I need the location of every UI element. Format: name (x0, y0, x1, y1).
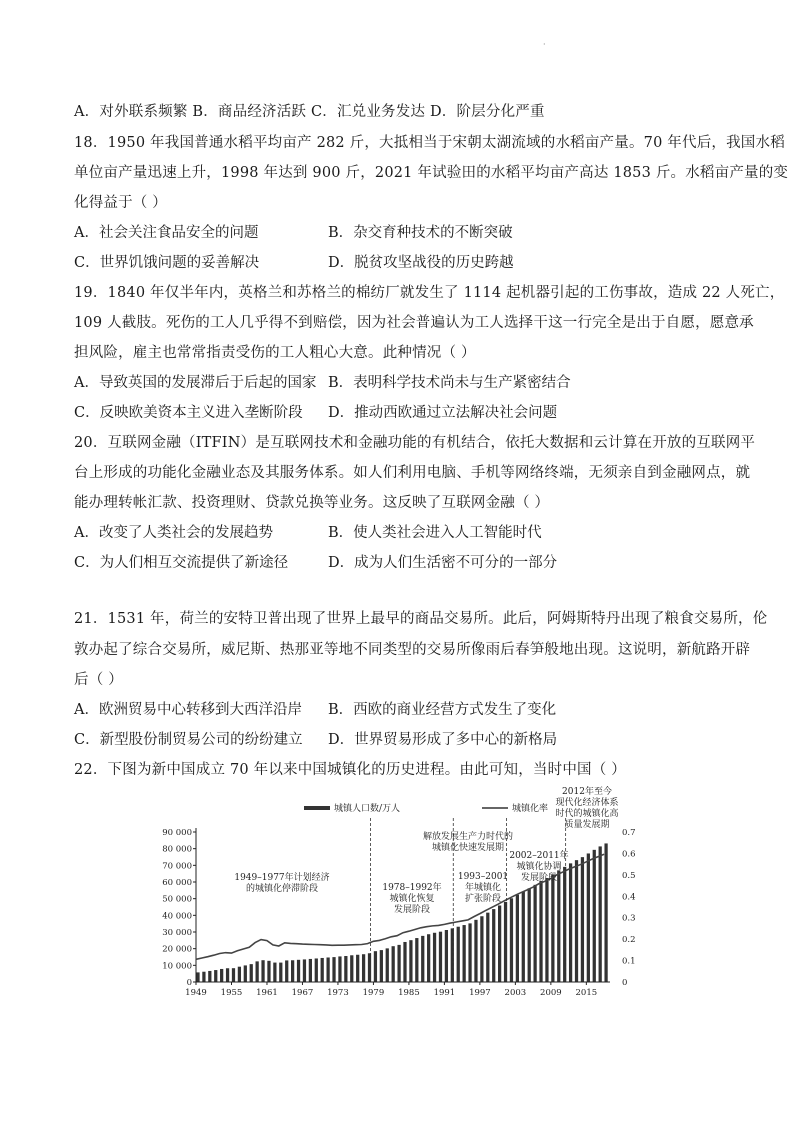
y-right-tick-label: 0.4 (622, 892, 636, 903)
y-left-tick-label: 20 000 (162, 944, 192, 955)
q19-stem-line3: 担风险，雇主也常常指责受伤的工人粗心大意。此种情况（ ） (74, 345, 476, 361)
y-right-tick-label: 0.1 (622, 956, 636, 967)
q21-option-d[interactable]: D．世界贸易形成了多中心的新格局 (328, 732, 558, 748)
y-left-tick-label: 50 000 (162, 894, 192, 905)
y-left-tick-label: 0 (186, 978, 192, 988)
bar-1984 (403, 942, 406, 982)
q20-stem-line2: 台上形成的功能化金融业态及其服务体系。如人们利用电脑、手机等网络终端，无须亲自到金融网点，就 (74, 465, 751, 481)
annotation-p5-line: 城镇化快速发展期 (431, 843, 505, 853)
bar-2002 (510, 898, 513, 982)
legend-label-population: 城镇人口数/万人 (334, 804, 401, 814)
bar-1950 (202, 972, 205, 982)
bar-1998 (486, 913, 489, 982)
bar-1997 (480, 916, 483, 982)
bar-1963 (279, 963, 282, 982)
bar-1971 (326, 957, 329, 982)
bar-2013 (575, 860, 578, 982)
bar-1977 (362, 954, 365, 982)
bar-1979 (374, 951, 377, 982)
y-right-tick-label: 0.3 (622, 913, 636, 924)
q19-option-c[interactable]: C．反映欧美资本主义进入垄断阶段 (74, 405, 303, 421)
bar-1969 (315, 958, 318, 982)
bar-1967 (303, 959, 306, 982)
bar-1999 (492, 909, 495, 982)
annotation-p3-line: 扩张阶段 (464, 894, 502, 904)
annotation-p6-line: 时代的城镇化高 (555, 809, 619, 819)
bar-1990 (439, 932, 442, 982)
q18-option-a[interactable]: A．社会关注食品安全的问题 (74, 225, 259, 241)
bar-1982 (392, 946, 395, 982)
bar-1962 (273, 963, 276, 982)
q18-stem-line3: 化得益于（ ） (74, 195, 168, 211)
bar-1966 (297, 960, 300, 982)
bar-2018 (604, 843, 607, 982)
q20-option-a[interactable]: A．改变了人类社会的发展趋势 (74, 525, 273, 541)
urbanization-chart (160, 782, 640, 1004)
x-tick-label: 1991 (433, 988, 456, 998)
y-left-tick-label: 90 000 (162, 828, 192, 838)
bar-1985 (409, 940, 412, 982)
annotation-p2-line: 发展阶段 (393, 905, 431, 915)
bar-1989 (433, 933, 436, 982)
bar-1960 (261, 960, 264, 982)
q19-option-d[interactable]: D．推动西欧通过立法解决社会问题 (328, 405, 558, 421)
bar-1951 (208, 971, 211, 982)
bar-2008 (545, 878, 548, 982)
bar-1952 (214, 970, 217, 982)
y-left-tick-label: 30 000 (162, 928, 192, 938)
y-right-tick-label: 0.5 (622, 870, 636, 881)
y-left-tick-label: 70 000 (162, 861, 192, 872)
annotation-p6-line: 质量发展期 (564, 820, 610, 830)
x-tick-label: 1973 (327, 988, 349, 998)
annotation-p2-line: 城镇化恢复 (389, 894, 435, 904)
y-right-tick-label: 0.6 (622, 849, 636, 860)
q19-option-a[interactable]: A．导致英国的发展滞后于后起的国家 (74, 375, 317, 391)
q21-stem-line2: 敦办起了综合交易所，威尼斯、热那亚等地不同类型的交易所像雨后春笋般地出现。这说明，新航路开辟 (74, 642, 751, 658)
bar-1965 (291, 960, 294, 982)
y-right-tick-label: 0.7 (622, 828, 636, 838)
y-left-tick-label: 40 000 (162, 911, 192, 922)
x-tick-label: 1979 (362, 988, 385, 998)
x-tick-label: 1955 (220, 988, 243, 998)
bar-2010 (557, 870, 560, 982)
bar-2007 (539, 881, 542, 982)
bar-1975 (350, 955, 353, 982)
x-tick-label: 1949 (185, 988, 207, 998)
bar-2000 (498, 905, 501, 982)
annotation-p6-line: 2012年至今 (562, 787, 612, 797)
q20-option-b[interactable]: B．使人类社会进入人工智能时代 (328, 525, 542, 541)
bar-1993 (457, 927, 460, 982)
bar-2009 (551, 874, 554, 982)
bar-1957 (244, 965, 247, 982)
bar-1949 (196, 972, 199, 982)
q20-stem-line1: 20．互联网金融（ITFIN）是互联网技术和金融功能的有机结合，依托大数据和云计算在开放的互联网平 (74, 435, 756, 451)
q21-option-c[interactable]: C．新型股份制贸易公司的纷纷建立 (74, 732, 303, 748)
bar-1954 (226, 968, 229, 982)
bar-1953 (220, 969, 223, 982)
y-left-tick-label: 80 000 (162, 844, 192, 855)
annotation-p2-line: 1978–1992年 (382, 883, 442, 893)
q18-stem-line1: 18．1950 年我国普通水稻平均亩产 282 斤，大抵相当于宋朝太湖流域的水稻亩产量。70 年代后，我国水稻 (74, 135, 785, 151)
annotation-p4-line: 城镇化协调 (516, 862, 562, 872)
q18-option-c[interactable]: C．世界饥饿问题的妥善解决 (74, 255, 260, 271)
annotation-p3-line: 年城镇化 (464, 883, 502, 893)
q18-stem-line2: 单位亩产量迅速上升，1998 年达到 900 斤，2021 年试验田的水稻平均亩产高达 1853 斤。水稻亩产量的变 (74, 165, 789, 181)
q19-option-b[interactable]: B．表明科学技术尚未与生产紧密结合 (328, 375, 571, 391)
x-tick-label: 2015 (575, 988, 598, 998)
q20-option-d[interactable]: D．成为人们生活密不可分的一部分 (328, 555, 558, 571)
page-dot: · (543, 40, 546, 49)
annotation-p4-line: 2002–2011年 (509, 851, 569, 861)
x-tick-label: 1967 (291, 988, 314, 998)
bar-1959 (256, 961, 259, 982)
q17-options: A．对外联系频繁 B．商品经济活跃 C．汇兑业务发达 D．阶层分化严重 (74, 104, 545, 120)
annotation-p6-line: 现代化经济体系 (555, 798, 619, 808)
bar-1956 (238, 967, 241, 982)
q21-stem-line1: 21．1531 年，荷兰的安特卫普出现了世界上最早的商品交易所。此后，阿姆斯特丹出现了粮食交易所，伦 (74, 611, 768, 627)
bar-1976 (356, 955, 359, 982)
x-tick-label: 2003 (504, 988, 527, 998)
bar-1983 (397, 945, 400, 982)
bar-1991 (445, 930, 448, 982)
q21-stem-line3: 后（ ） (74, 672, 123, 688)
bar-1986 (415, 938, 418, 982)
annotation-p5-line: 解放发展生产力时代的 (422, 832, 514, 842)
bar-2014 (581, 857, 584, 982)
bar-2012 (569, 863, 572, 982)
x-tick-label: 1961 (256, 988, 278, 998)
bar-1973 (338, 956, 341, 982)
q21-option-b[interactable]: B．西欧的商业经营方式发生了变化 (328, 702, 557, 718)
y-left-tick-label: 10 000 (162, 961, 192, 972)
annotation-p1-line: 的城镇化停滞阶段 (245, 884, 319, 894)
bar-1974 (344, 956, 347, 982)
bar-1987 (421, 936, 424, 982)
bar-2004 (522, 892, 525, 982)
annotation-p3-line: 1993–2001 (457, 872, 509, 882)
bar-2015 (587, 853, 590, 982)
bar-2005 (528, 888, 531, 982)
bar-1996 (474, 920, 477, 982)
bar-1970 (321, 958, 324, 982)
bar-2016 (593, 850, 596, 982)
bar-1978 (368, 953, 371, 982)
y-right-tick-label: 0.2 (622, 935, 636, 946)
q22-stem-line1: 22．下图为新中国成立 70 年以来中国城镇化的历史进程。由此可知，当时中国（ ） (74, 762, 626, 778)
bar-2003 (516, 895, 519, 982)
q19-stem-line1: 19．1840 年仅半年内，英格兰和苏格兰的棉纺厂就发生了 1114 起机器引起的工伤事故，造成 22 人死亡， (74, 285, 785, 301)
q18-option-b[interactable]: B．杂交育种技术的不断突破 (328, 225, 513, 241)
q20-stem-line3: 能办理转帐汇款、投资理财、贷款兑换等业务。这反映了互联网金融（ ） (74, 495, 550, 511)
bar-2017 (599, 846, 602, 982)
q20-option-c[interactable]: C．为人们相互交流提供了新途径 (74, 555, 289, 571)
bar-1964 (285, 960, 288, 982)
bar-2006 (533, 885, 536, 982)
annotation-p1-line: 1949–1977年计划经济 (234, 873, 330, 883)
q18-option-d[interactable]: D．脱贫攻坚战役的历史跨越 (328, 255, 514, 271)
bar-1988 (427, 934, 430, 982)
bar-1972 (332, 957, 335, 982)
y-right-tick-label: 0 (622, 978, 628, 988)
bar-1958 (250, 964, 253, 982)
y-left-tick-label: 60 000 (162, 878, 192, 888)
annotation-p4-line: 发展阶段 (520, 873, 558, 883)
bar-1955 (232, 968, 235, 982)
bar-1961 (267, 961, 270, 982)
x-tick-label: 1997 (469, 988, 491, 998)
x-tick-label: 2009 (540, 988, 562, 998)
bar-1995 (468, 923, 471, 982)
bar-1980 (380, 950, 383, 982)
q21-option-a[interactable]: A．欧洲贸易中心转移到大西洋沿岸 (74, 702, 302, 718)
q19-stem-line2: 109 人截肢。死伤的工人几乎得不到赔偿，因为社会普遍认为工人选择干这一行完全是出于自愿，愿意承 (74, 315, 754, 331)
bar-1968 (309, 959, 312, 982)
bar-1994 (463, 925, 466, 982)
bar-1981 (386, 948, 389, 982)
x-tick-label: 1985 (398, 988, 420, 998)
legend-label-rate: 城镇化率 (512, 804, 549, 814)
